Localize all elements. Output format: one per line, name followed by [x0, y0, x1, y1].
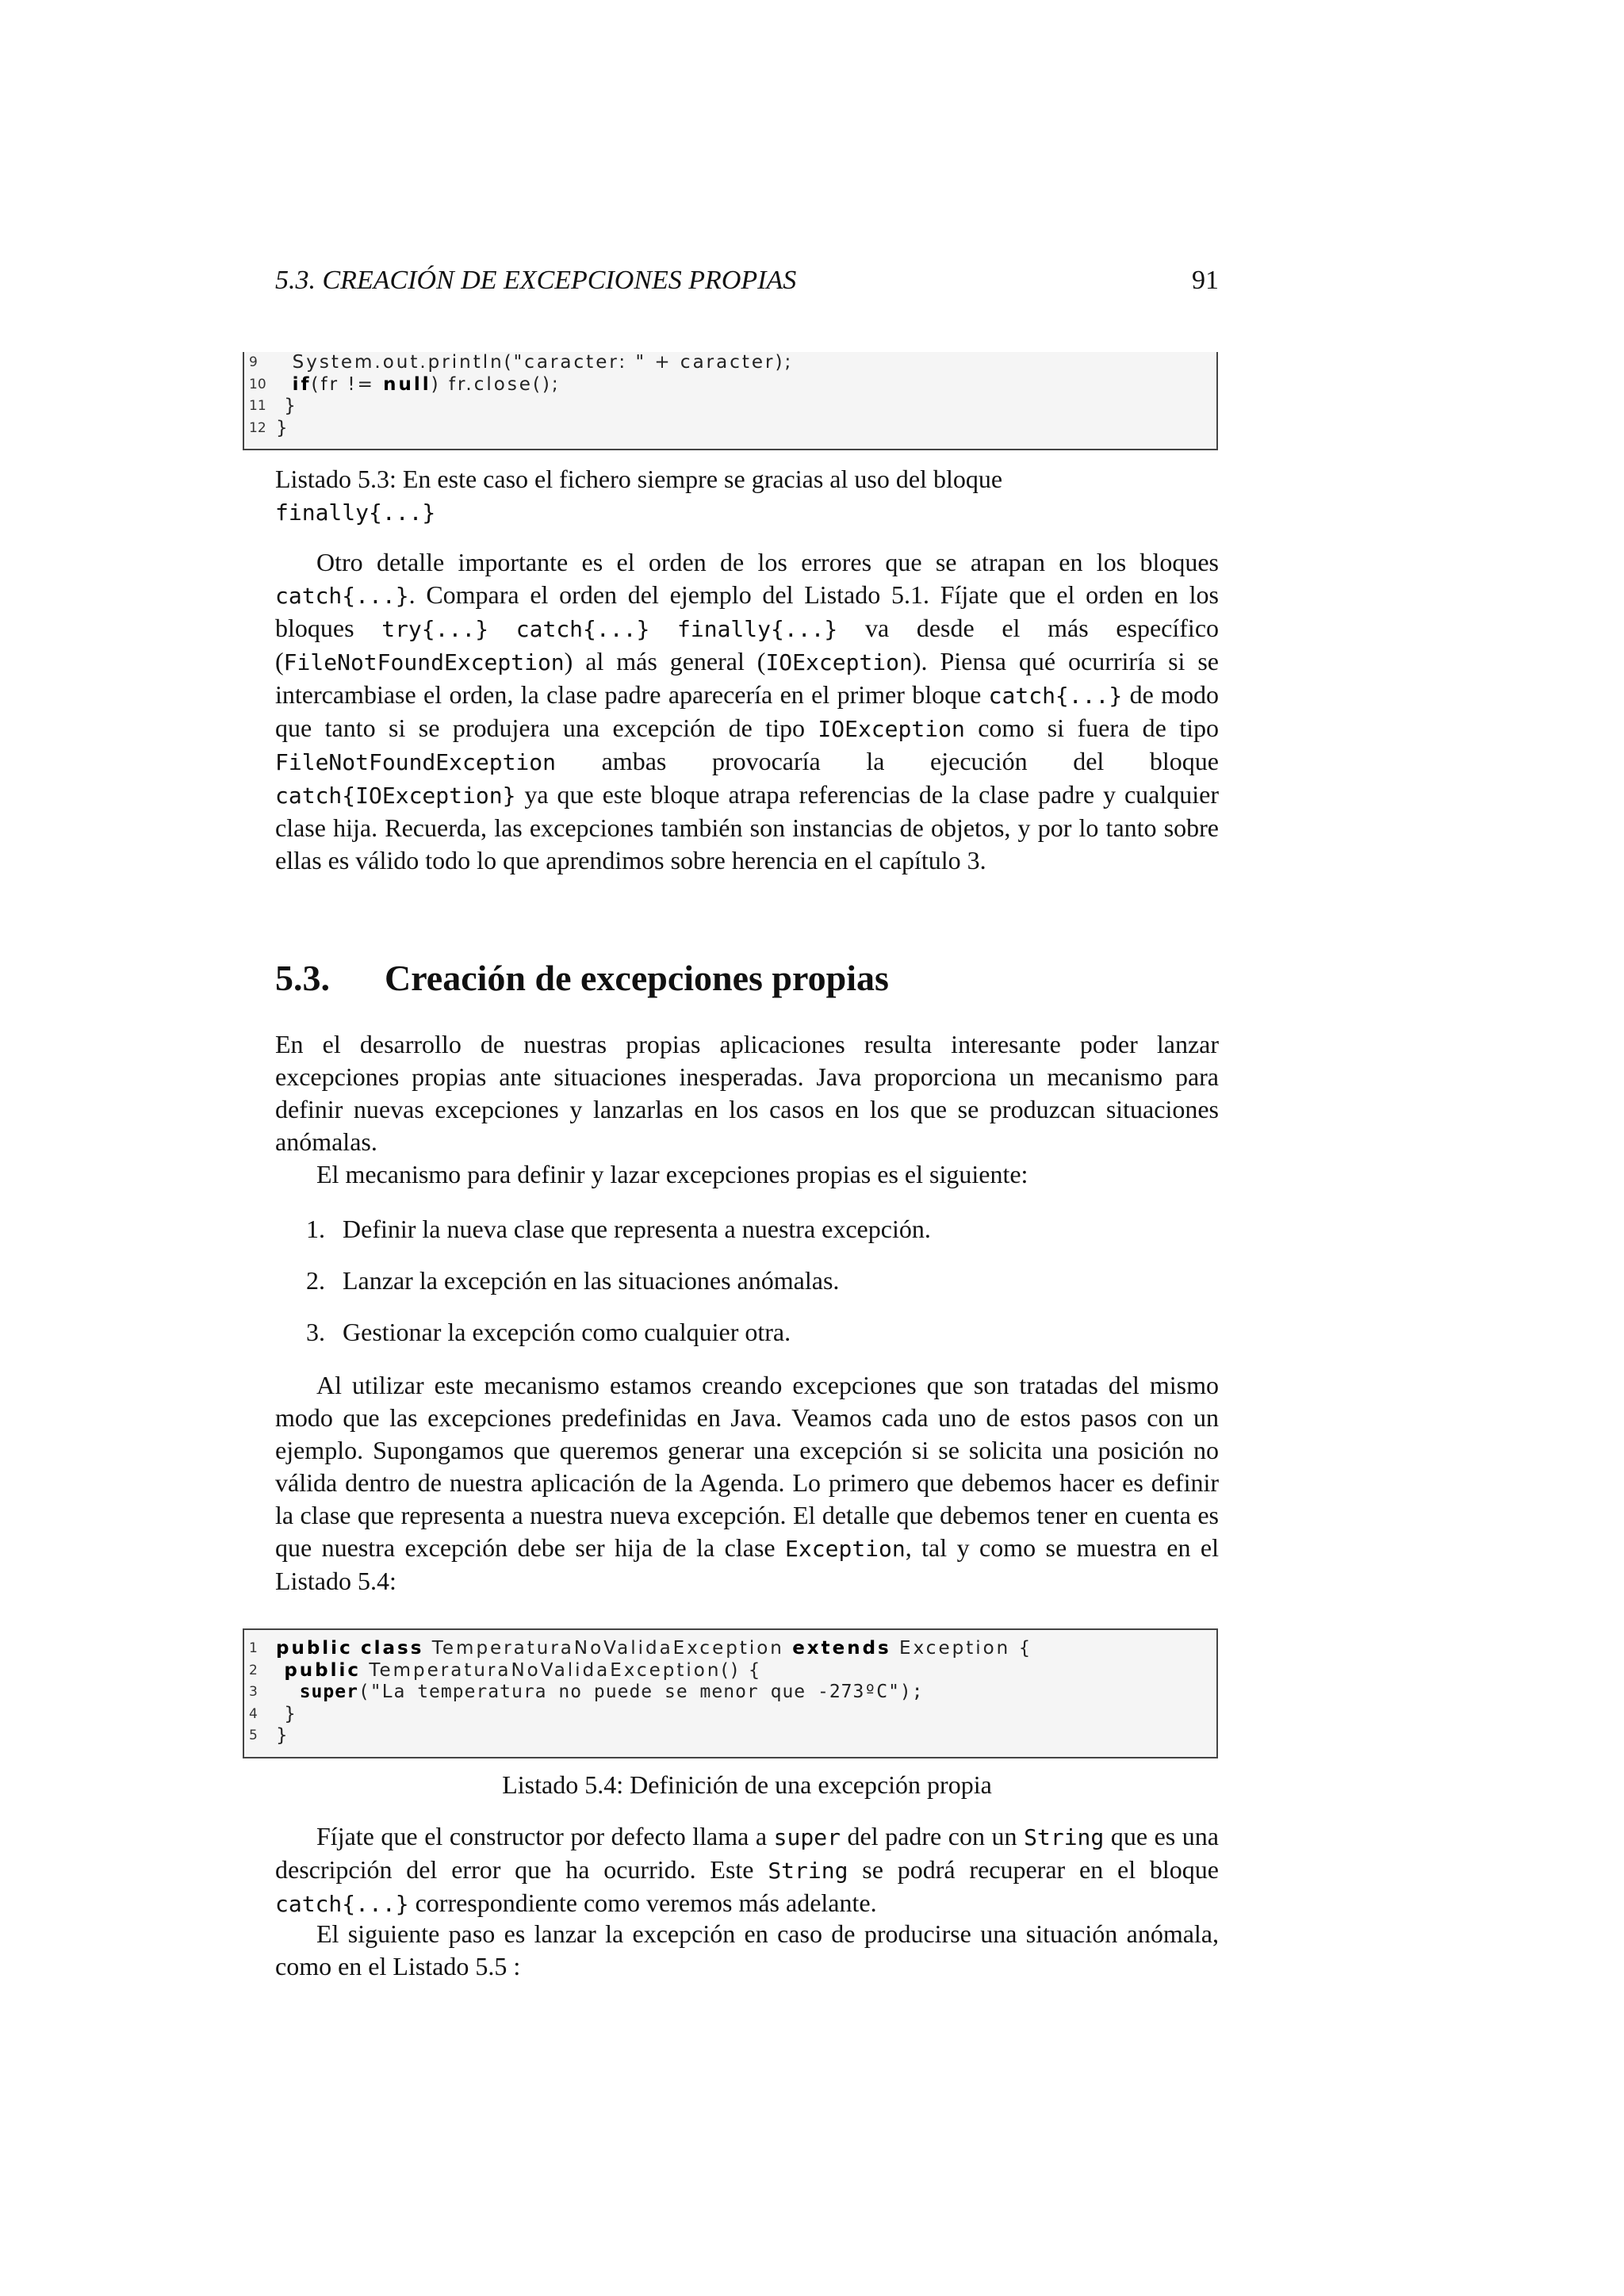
body-paragraph: El mecanismo para definir y lazar excepciones propias es el siguiente:	[316, 1160, 1028, 1188]
line-number: 9	[249, 354, 258, 370]
inline-code: catch{...}	[988, 683, 1123, 709]
running-title: 5.3. CREACIÓN DE EXCEPCIONES PROPIAS	[275, 266, 797, 295]
code-line	[244, 352, 794, 374]
line-number: 5	[249, 1728, 258, 1743]
list-item	[306, 1316, 791, 1349]
code-text: }	[276, 396, 298, 416]
text-run: como si fuera de tipo	[964, 714, 1220, 742]
line-number: 11	[249, 398, 266, 414]
inline-code: catch{IOException}	[275, 783, 516, 809]
code-line	[244, 1659, 763, 1682]
text-run	[649, 614, 677, 642]
inline-code: catch{...}	[275, 583, 409, 609]
code-keyword: class	[361, 1638, 424, 1659]
body-paragraph: En el desarrollo de nuestras propias aplicaciones resulta interesante poder lanzar excepciones propias ante situaciones inesperadas. Java proporciona un mecanismo para definir nuevas excepciones y lanzarlas en los casos en los que se produzcan situaciones anómalas.	[275, 1030, 1219, 1156]
line-number: 1	[249, 1640, 258, 1656]
line-number: 3	[249, 1684, 258, 1700]
code-listing-5-3-continuation	[243, 352, 1218, 450]
line-number: 2	[249, 1662, 258, 1678]
listing-caption-5-4: Listado 5.4: Definición de una excepción propia	[502, 1770, 992, 1799]
text-run: ambas provocaría la ejecución del bloque	[556, 747, 1219, 775]
caption-text: Listado 5.3: En este caso el fichero siempre se gracias al uso del bloque	[275, 465, 1003, 493]
code-keyword: null	[383, 373, 431, 395]
text-run: va desde el más específico (	[275, 614, 1220, 675]
list-number: 3.	[306, 1318, 325, 1346]
code-line	[244, 1682, 924, 1704]
text-run: Otro detalle importante es el orden de los errores que se atrapan en los bloques	[316, 548, 1219, 576]
code-line	[244, 396, 310, 418]
text-run: . Compara el orden del ejemplo del Listado 5.1. Fíjate que el orden en los bloques	[275, 580, 1219, 642]
caption-code: finally{...}	[275, 499, 436, 526]
inline-code: Exception	[785, 1536, 906, 1562]
inline-code: String	[768, 1858, 848, 1884]
code-text: }	[276, 417, 290, 438]
text-run	[488, 614, 516, 642]
code-line	[244, 373, 561, 396]
list-item	[306, 1213, 931, 1246]
list-number: 2.	[306, 1266, 325, 1295]
code-text: super("La temperatura no puede se menor que -273ºC");	[299, 1682, 924, 1702]
inline-code: catch{...}	[275, 1891, 409, 1917]
code-line	[244, 418, 310, 440]
listing-caption-5-3	[275, 463, 1219, 529]
line-number: 12	[249, 419, 266, 436]
text-run: que es una descripción del error que ha ocurrido. Este	[275, 1822, 1220, 1884]
code-line	[244, 1638, 1033, 1660]
inline-code: FileNotFoundException	[275, 749, 557, 775]
code-text: public class TemperaturaNoValidaException extends Exception {	[276, 1638, 1033, 1659]
list-text: Gestionar la excepción como cualquier otra.	[343, 1318, 791, 1346]
code-keyword: if	[292, 373, 312, 395]
section-title: Creación de excepciones propias	[385, 958, 889, 998]
list-number: 1.	[306, 1215, 325, 1243]
list-item	[306, 1265, 839, 1297]
text-run: Fíjate que el constructor por defecto llama a	[316, 1822, 774, 1850]
body-paragraph	[275, 1369, 1219, 1598]
inline-code: catch{...}	[515, 616, 650, 642]
code-keyword: super	[299, 1682, 358, 1702]
code-keyword: extends	[792, 1638, 891, 1659]
code-line	[244, 1704, 310, 1726]
running-header	[275, 265, 1219, 297]
text-run: , tal y como se muestra en el Listado 5.4:	[275, 1533, 1220, 1595]
text-run: del padre con un	[840, 1822, 1025, 1850]
inline-code: finally{...}	[677, 616, 838, 642]
text-run: ) al más general (	[564, 647, 766, 675]
code-keyword: public	[284, 1659, 362, 1681]
section-number: 5.3.	[275, 958, 330, 998]
section-heading	[275, 956, 889, 1001]
page-number: 91	[1192, 266, 1219, 295]
text-run: Al utilizar este mecanismo estamos creando excepciones que son tratadas del mismo modo que las excepciones predefinidas en Java. Veamos cada uno de estos pasos con un ejemplo. Supongamos que queremos generar una excepción si se solicita una posición no válida dentro de nuestra aplicación de la Agenda. Lo primero que debemos hacer es definir la clase que representa a nuestra nueva excepción. El detalle que debemos tener en cuenta es que nuestra excepción debe ser hija de la clase	[275, 1371, 1219, 1562]
code-text: }	[276, 1703, 298, 1724]
text-run: se podrá recuperar en el bloque	[848, 1855, 1220, 1884]
line-number: 10	[249, 376, 266, 392]
text-run: correspondiente como veremos más adelante.	[408, 1888, 877, 1917]
code-text: }	[276, 1725, 290, 1746]
inline-code: IOException	[765, 649, 913, 675]
body-paragraph	[275, 546, 1219, 877]
inline-code: IOException	[818, 716, 965, 742]
text-run: de modo que tanto si se produjera una excepción de tipo	[275, 680, 1219, 742]
code-listing-5-4	[243, 1628, 1218, 1758]
inline-code: super	[773, 1824, 841, 1850]
inline-code: try{...}	[381, 616, 489, 642]
line-number: 4	[249, 1705, 258, 1722]
code-text: if(fr != null) fr.close();	[292, 373, 561, 395]
list-text: Definir la nueva clase que representa a nuestra excepción.	[343, 1215, 931, 1243]
code-line	[244, 1725, 310, 1747]
body-paragraph	[275, 1820, 1219, 1920]
code-keyword: public	[276, 1638, 353, 1659]
text-run: ). Piensa qué ocurriría si se intercambiase el orden, la clase padre aparecería en el primer bloque	[275, 647, 1220, 709]
inline-code: String	[1024, 1824, 1105, 1850]
code-text: System.out.println("caracter: " + caracter);	[276, 352, 794, 373]
text-run: ya que este bloque atrapa referencias de la clase padre y cualquier clase hija. Recuerda, las excepciones también son instancias de objetos, y por lo tanto sobre ellas es válido todo lo que aprendimos sobre herencia en el capítulo 3.	[275, 780, 1219, 874]
code-text: public TemperaturaNoValidaException() {	[284, 1659, 763, 1681]
list-text: Lanzar la excepción en las situaciones anómalas.	[343, 1266, 840, 1295]
inline-code: FileNotFoundException	[283, 649, 565, 675]
body-paragraph: El siguiente paso es lanzar la excepción en caso de producirse una situación anómala, como en el Listado 5.5 :	[275, 1919, 1219, 1980]
